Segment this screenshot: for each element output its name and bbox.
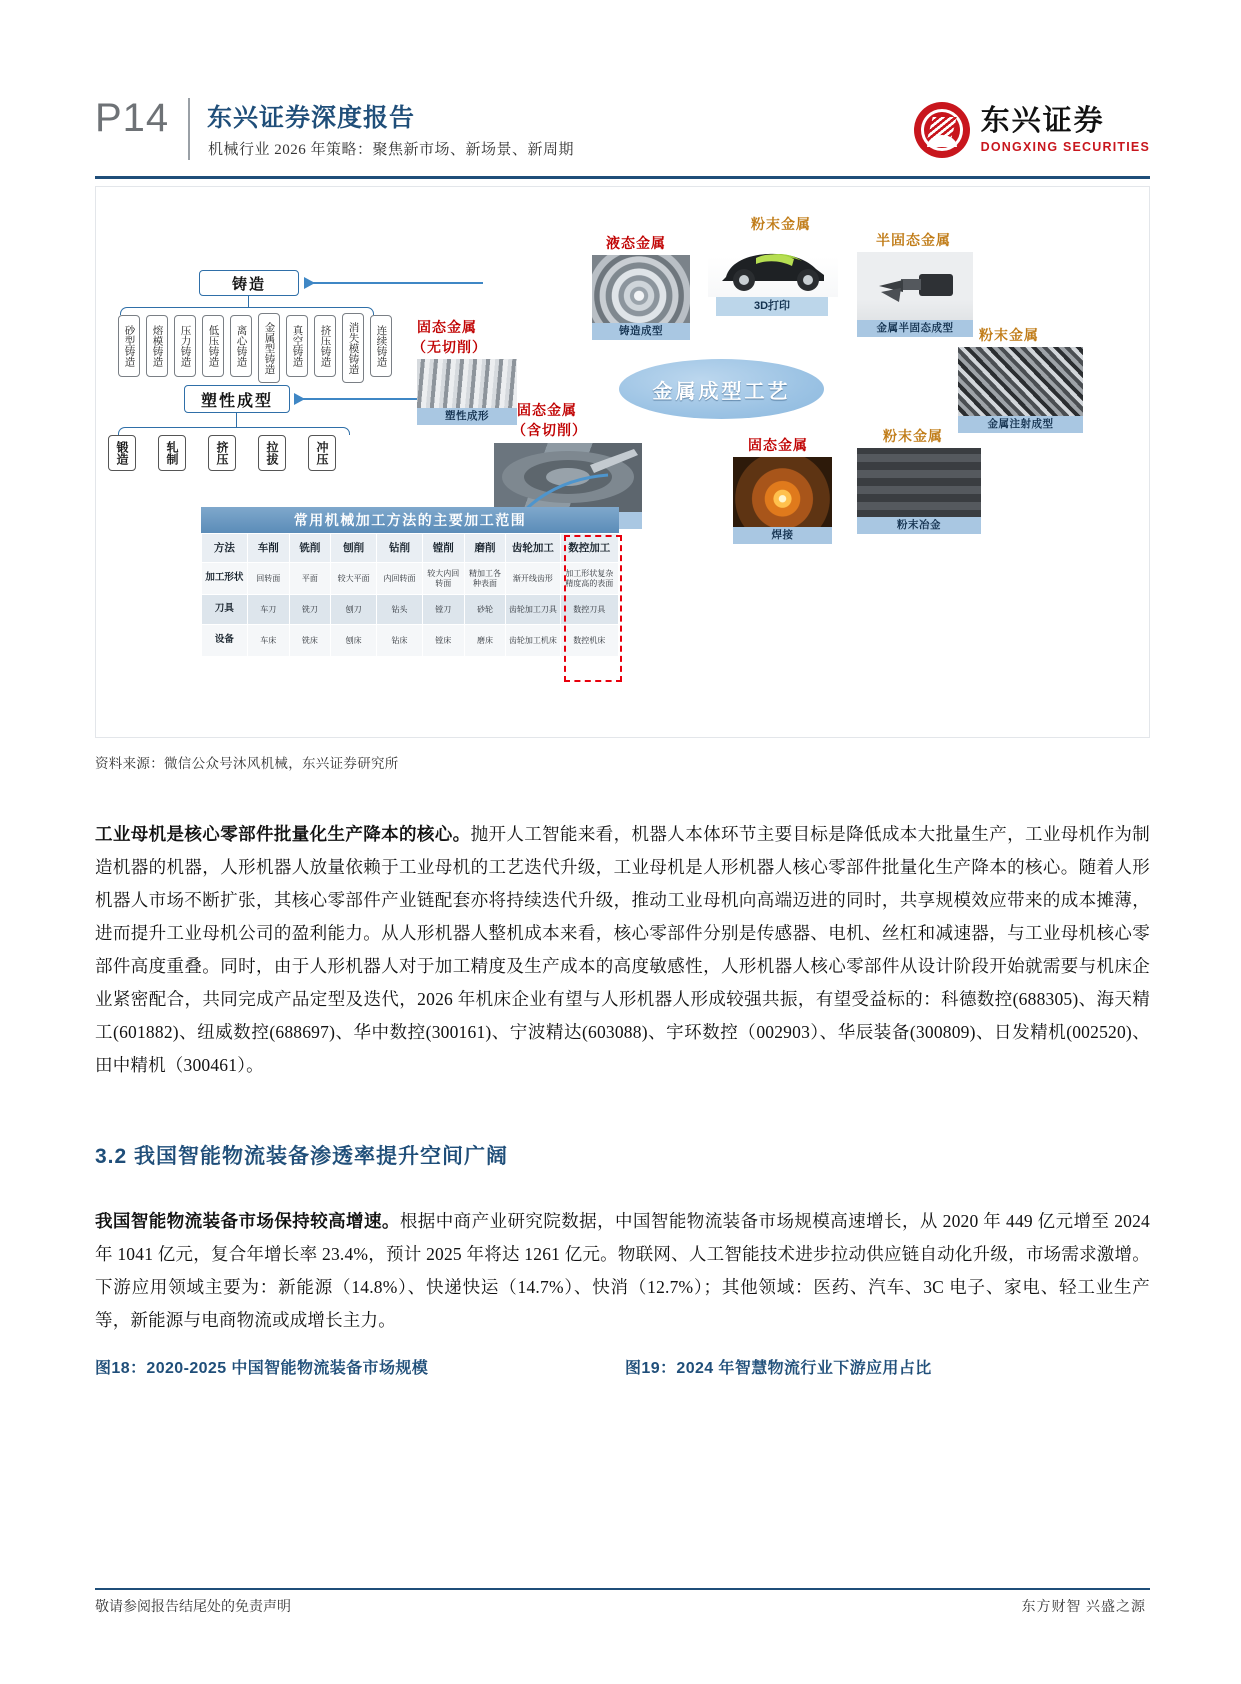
center-ellipse-metal-forming: 金属成型工艺 [619, 359, 824, 419]
figure-source: 资料来源：微信公众号沐风机械，东兴证券研究所 [95, 756, 399, 771]
figure-caption-18: 图18：2020-2025 中国智能物流装备市场规模 [95, 1360, 429, 1377]
cell-2-5: 磨床 [464, 625, 506, 657]
page-header [95, 92, 1150, 170]
photo-semi-solid-forming [857, 252, 973, 337]
arrow-casting-head [304, 277, 315, 289]
cell-2-0: 车床 [247, 625, 289, 657]
node-casting-child-8: 消失模铸造 [342, 313, 364, 383]
th-6: 磨削 [464, 534, 506, 563]
photo-caption-welding: 焊接 [733, 527, 832, 544]
node-casting-child-0: 砂型铸造 [118, 315, 140, 377]
node-casting-child-2: 压力铸造 [174, 315, 196, 377]
cell-0-2: 较大平面 [331, 563, 377, 595]
page-number: P14 [95, 96, 170, 140]
th-0: 方法 [202, 534, 248, 563]
plastic-brace [118, 427, 350, 435]
node-plastic-child-0: 锻造 [108, 435, 136, 471]
node-plastic-forming: 塑性成型 [184, 385, 290, 413]
paragraph-smart-logistics [95, 1205, 1150, 1337]
semi-solid-part-icon [857, 252, 973, 320]
th-8: 数控加工 [560, 534, 618, 563]
arrow-plastic-head [294, 393, 305, 405]
label-liquid-metal: 液态金属 [606, 237, 666, 252]
plastic-stem [236, 413, 237, 427]
cell-1-1: 铣刀 [289, 595, 331, 625]
cell-0-5: 精加工各种表面 [464, 563, 506, 595]
photo-caption-metal-injection: 金属注射成型 [958, 416, 1083, 433]
row-label-1: 刀具 [202, 595, 248, 625]
cell-1-4: 镗刀 [422, 595, 464, 625]
table-title: 常用机械加工方法的主要加工范围 [201, 507, 619, 533]
cell-0-4: 较大内回转面 [422, 563, 464, 595]
cell-2-4: 镗床 [422, 625, 464, 657]
cell-2-6: 齿轮加工机床 [506, 625, 560, 657]
row-label-2: 设备 [202, 625, 248, 657]
node-casting-child-4: 离心铸造 [230, 315, 252, 377]
node-casting-child-7: 挤压铸造 [314, 315, 336, 377]
th-1: 车削 [247, 534, 289, 563]
footer-disclaimer: 敬请参阅报告结尾处的免责声明 [95, 1600, 291, 1615]
paragraph2-rest: 根据中商产业研究院数据，中国智能物流装备市场规模高速增长，从 2020 年 449 亿元增至 2024 年 1041 亿元，复合年增长率 23.4%，预计 2025 年将达 1261 亿元。物联网、人工智能技术进步拉动供应链自动化升级，市场需求激增。下游应用领域主要为：新能源（14.8%）、快递快运（14.7%）、快消（12.7%）；其他领域：医药、汽车、3C 电子、家电、轻工业生产等，新能源与电商物流或成增长主力。 [95, 1211, 1150, 1330]
header-divider [188, 98, 190, 160]
row-label-0: 加工形状 [202, 563, 248, 595]
photo-casting-forming [592, 255, 690, 340]
cell-2-7: 数控机床 [560, 625, 618, 657]
report-subtitle: 机械行业 2026 年策略：聚焦新市场、新场景、新周期 [208, 142, 575, 158]
table-header-row [202, 534, 619, 563]
paragraph-industrial-machine-tools [95, 818, 1150, 1082]
label-powder-metal-3: 粉末金属 [883, 430, 943, 445]
cell-0-7: 加工形状复杂精度高的表面 [560, 563, 618, 595]
th-3: 刨削 [331, 534, 377, 563]
metal-forming-diagram [95, 186, 1150, 738]
company-logo [914, 102, 1150, 158]
cell-1-7: 数控刀具 [560, 595, 618, 625]
logo-english-name: DONGXING SECURITIES [980, 139, 1150, 154]
cell-2-2: 刨床 [331, 625, 377, 657]
arrow-casting [308, 282, 483, 284]
node-casting-child-6: 真空铸造 [286, 315, 308, 377]
photo-welding [733, 457, 832, 544]
photo-caption-semi-solid: 金属半固态成型 [857, 320, 973, 337]
cell-1-6: 齿轮加工刀具 [506, 595, 560, 625]
photo-caption-powder-metallurgy: 粉末冶金 [857, 517, 981, 534]
footer-rule [95, 1588, 1150, 1590]
dongxing-logo-icon [914, 102, 970, 158]
th-2: 铣削 [289, 534, 331, 563]
node-plastic-child-3: 拉拔 [258, 435, 286, 471]
node-casting-child-1: 熔模铸造 [146, 315, 168, 377]
car-3d-print-icon [708, 235, 838, 297]
th-7: 齿轮加工 [506, 534, 560, 563]
machining-methods-table [201, 507, 619, 657]
th-4: 钻削 [377, 534, 423, 563]
label-solid-metal-weld: 固态金属 [748, 439, 808, 454]
logo-chinese-name: 东兴证券 [980, 105, 1105, 138]
label-powder-metal-2: 粉末金属 [979, 329, 1039, 344]
label-solid-metal-nocut-line2: （无切削） [412, 341, 487, 356]
casting-stem [248, 296, 249, 307]
paragraph2-lead: 我国智能物流装备市场保持较高增速。 [95, 1211, 400, 1231]
photo-caption-casting-forming: 铸造成型 [592, 323, 690, 340]
cell-1-5: 砂轮 [464, 595, 506, 625]
label-solid-metal-cut-line1: 固态金属 [517, 404, 577, 419]
label-semi-solid-metal: 半固态金属 [876, 234, 951, 249]
cell-2-1: 铣床 [289, 625, 331, 657]
photo-metal-injection [958, 347, 1083, 433]
node-plastic-child-2: 挤压 [208, 435, 236, 471]
photo-plastic-forming [417, 359, 517, 425]
cell-0-3: 内回转面 [377, 563, 423, 595]
label-powder-metal-1: 粉末金属 [751, 218, 811, 233]
cell-2-3: 钻床 [377, 625, 423, 657]
cell-0-1: 平面 [289, 563, 331, 595]
cell-1-3: 钻头 [377, 595, 423, 625]
figure-caption-19: 图19：2024 年智慧物流行业下游应用占比 [625, 1360, 932, 1377]
th-5: 镗削 [422, 534, 464, 563]
table-row [202, 625, 619, 657]
casting-brace [120, 307, 374, 315]
table-row [202, 595, 619, 625]
section-heading-3-2: 3.2 我国智能物流装备渗透率提升空间广阔 [95, 1145, 509, 1168]
node-casting-child-3: 低压铸造 [202, 315, 224, 377]
paragraph1-rest: 抛开人工智能来看，机器人本体环节主要目标是降低成本大批量生产，工业母机作为制造机器的机器，人形机器人放量依赖于工业母机的工艺迭代升级，工业母机是人形机器人核心零部件批量化生产降本的核心。随着人形机器人市场不断扩张，其核心零部件产业链配套亦将持续迭代升级，推动工业母机向高端迈进的同时，共享规模效应带来的成本摊薄，进而提升工业母机公司的盈利能力。从人形机器人整机成本来看，核心零部件分别是传感器、电机、丝杠和减速器，与工业母机核心零部件高度重叠。同时，由于人形机器人对于加工精度及生产成本的高度敏感性，人形机器人核心零部件从设计阶段开始就需要与机床企业紧密配合，共同完成产品定型及迭代，2026 年机床企业有望与人形机器人形成较强共振，有望受益标的：科德数控(688305)、海天精工(601882)、纽威数控(688697)、华中数控(300161)、宁波精达(603088)、宇环数控（002903）、华辰装备(300809)、日发精机(002520)、田中精机（300461）。 [95, 824, 1150, 1075]
node-plastic-child-4: 冲压 [308, 435, 336, 471]
label-solid-metal-cut-line2: （含切削） [512, 424, 587, 439]
footer-slogan: 东方财智 兴盛之源 [1021, 1600, 1146, 1615]
header-rule [95, 176, 1150, 179]
node-plastic-child-1: 轧制 [158, 435, 186, 471]
table-row [202, 563, 619, 595]
cell-1-0: 车刀 [247, 595, 289, 625]
photo-3d-printing [708, 235, 838, 297]
cell-0-6: 渐开线齿形 [506, 563, 560, 595]
photo-caption-plastic-forming: 塑性成形 [417, 408, 517, 425]
node-casting: 铸造 [199, 270, 299, 296]
cell-1-2: 刨刀 [331, 595, 377, 625]
node-casting-child-9: 连续铸造 [370, 315, 392, 377]
table-body [201, 533, 619, 657]
report-title: 东兴证券深度报告 [207, 104, 416, 132]
node-casting-child-5: 金属型铸造 [258, 313, 280, 383]
photo-powder-metallurgy [857, 448, 981, 534]
cell-0-0: 回转面 [247, 563, 289, 595]
paragraph1-lead: 工业母机是核心零部件批量化生产降本的核心。 [95, 824, 471, 844]
photo-caption-3d-printing: 3D打印 [716, 297, 828, 316]
label-solid-metal-nocut-line1: 固态金属 [417, 321, 477, 336]
